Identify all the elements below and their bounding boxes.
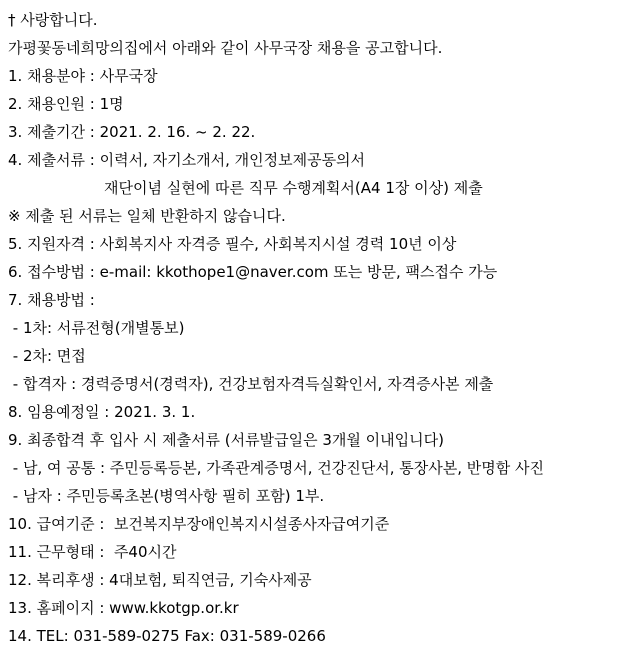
document-line: - 1차: 서류전형(개별통보) (8, 319, 185, 337)
document-line: - 2차: 면접 (8, 347, 86, 365)
document-body (8, 6, 624, 650)
document-line: 가평꽃동네희망의집에서 아래와 같이 사무국장 채용을 공고합니다. (8, 39, 443, 57)
document-line: 2. 채용인원 : 1명 (8, 95, 124, 113)
document-line: 14. TEL: 031-589-0275 Fax: 031-589-0266 (8, 627, 326, 645)
document-line: 12. 복리후생 : 4대보험, 퇴직연금, 기숙사제공 (8, 571, 312, 589)
document-line: - 남자 : 주민등록초본(병역사항 필히 포함) 1부. (8, 487, 325, 505)
document-line: 재단이념 실현에 따른 직무 수행계획서(A4 1장 이상) 제출 (104, 179, 483, 197)
document-line: - 합격자 : 경력증명서(경력자), 건강보험자격득실확인서, 자격증사본 제출 (8, 375, 494, 393)
document-line: 9. 최종합격 후 입사 시 제출서류 (서류발급일은 3개월 이내입니다) (8, 431, 444, 449)
document-line: 1. 채용분야 : 사무국장 (8, 67, 158, 85)
document-line: † 사랑합니다. (8, 11, 98, 29)
document-line: 7. 채용방법 : (8, 291, 95, 309)
document-line: ※ 제출 된 서류는 일체 반환하지 않습니다. (8, 207, 286, 225)
document-line: 11. 근무형태 : 주40시간 (8, 543, 177, 561)
document-line: 5. 지원자격 : 사회복지사 자격증 필수, 사회복지시설 경력 10년 이상 (8, 235, 457, 253)
document-line: 3. 제출기간 : 2021. 2. 16. ~ 2. 22. (8, 123, 256, 141)
document-line: - 남, 여 공통 : 주민등록등본, 가족관계증명서, 건강진단서, 통장사본, 반명함 사진 (8, 459, 544, 477)
document-line: 8. 임용예정일 : 2021. 3. 1. (8, 403, 196, 421)
document-line: 4. 제출서류 : 이력서, 자기소개서, 개인정보제공동의서 (8, 151, 366, 169)
document-line: 13. 홈페이지 : www.kkotgp.or.kr (8, 599, 239, 617)
document-line: 10. 급여기준 : 보건복지부장애인복지시설종사자급여기준 (8, 515, 390, 533)
document-line: 6. 접수방법 : e-mail: kkothope1@naver.com 또는 방문, 팩스접수 가능 (8, 263, 498, 281)
